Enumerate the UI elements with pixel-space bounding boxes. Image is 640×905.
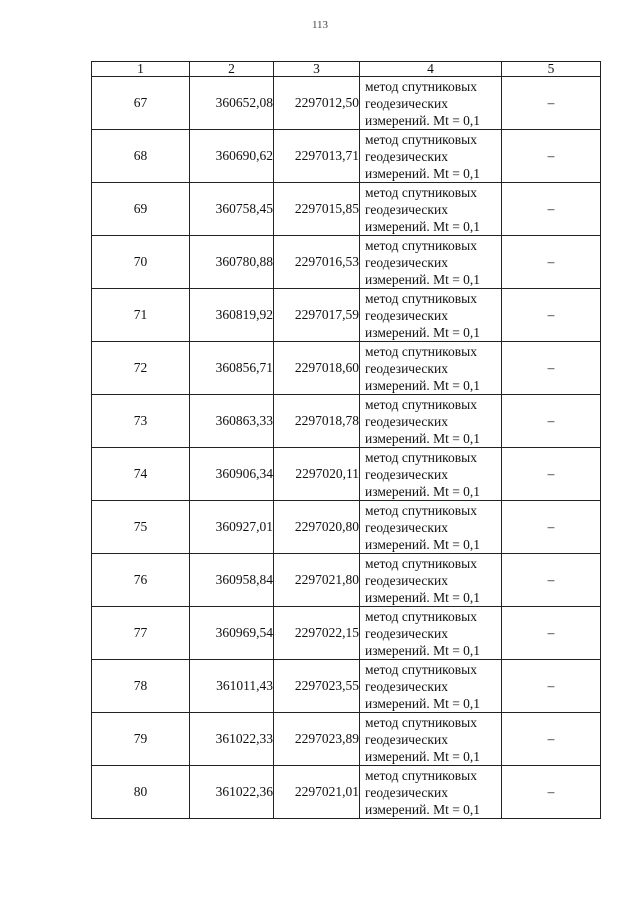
table-row [92,395,601,448]
table-row [92,183,601,236]
table-row [92,501,601,554]
point-number-cell: 76 [92,554,190,607]
column-5-cell: – [502,236,601,289]
method-text-line: измерений. Mt = 0,1 [365,589,481,605]
method-text-line: измерений. Mt = 0,1 [365,377,481,393]
point-number-cell: 77 [92,607,190,660]
coordinates-table [91,61,601,819]
x-coordinate-cell: 360758,45 [190,183,274,236]
x-coordinate-cell: 361022,33 [190,713,274,766]
column-5-cell: – [502,342,601,395]
y-coordinate-cell: 2297018,78 [274,395,360,448]
method-text-line: метод спутниковых [365,449,477,465]
table-row [92,554,601,607]
column-5-cell: – [502,660,601,713]
method-text-line: геодезических [365,254,448,270]
point-number-cell: 80 [92,766,190,819]
method-text-line: метод спутниковых [365,184,477,200]
x-coordinate-cell: 360856,71 [190,342,274,395]
method-text-line: геодезических [365,572,448,588]
method-text-line: геодезических [365,201,448,217]
table-row [92,289,601,342]
method-text-line: метод спутниковых [365,502,477,518]
method-text-line: геодезических [365,148,448,164]
y-coordinate-cell: 2297012,50 [274,77,360,130]
column-5-cell: – [502,395,601,448]
method-cell [360,342,502,395]
column-5-cell: – [502,501,601,554]
x-coordinate-cell: 361011,43 [190,660,274,713]
method-text-line: измерений. Mt = 0,1 [365,748,481,764]
method-text-line: измерений. Mt = 0,1 [365,536,481,552]
method-text-line: геодезических [365,519,448,535]
table-row [92,342,601,395]
y-coordinate-cell: 2297018,60 [274,342,360,395]
column-5-cell: – [502,77,601,130]
y-coordinate-cell: 2297020,80 [274,501,360,554]
method-text-line: измерений. Mt = 0,1 [365,801,481,817]
method-text-line: метод спутниковых [365,396,477,412]
method-text-line: измерений. Mt = 0,1 [365,271,481,287]
point-number-cell: 75 [92,501,190,554]
y-coordinate-cell: 2297023,55 [274,660,360,713]
method-text-line: измерений. Mt = 0,1 [365,165,481,181]
method-text-line: метод спутниковых [365,237,477,253]
column-5-cell: – [502,183,601,236]
x-coordinate-cell: 360958,84 [190,554,274,607]
point-number-cell: 70 [92,236,190,289]
point-number-cell: 71 [92,289,190,342]
method-text-line: измерений. Mt = 0,1 [365,483,481,499]
method-text-line: измерений. Mt = 0,1 [365,218,481,234]
x-coordinate-cell: 360652,08 [190,77,274,130]
method-cell [360,713,502,766]
method-text-line: измерений. Mt = 0,1 [365,695,481,711]
x-coordinate-cell: 360927,01 [190,501,274,554]
x-coordinate-cell: 360969,54 [190,607,274,660]
table-row [92,448,601,501]
x-coordinate-cell: 361022,36 [190,766,274,819]
table-row [92,77,601,130]
point-number-cell: 69 [92,183,190,236]
column-header-5: 5 [502,62,601,77]
column-5-cell: – [502,130,601,183]
column-5-cell: – [502,713,601,766]
method-text-line: метод спутниковых [365,608,477,624]
x-coordinate-cell: 360906,34 [190,448,274,501]
method-cell [360,236,502,289]
table-body [92,77,601,819]
method-text-line: геодезических [365,784,448,800]
y-coordinate-cell: 2297015,85 [274,183,360,236]
y-coordinate-cell: 2297021,80 [274,554,360,607]
method-cell [360,554,502,607]
point-number-cell: 74 [92,448,190,501]
method-cell [360,448,502,501]
method-text-line: метод спутниковых [365,661,477,677]
method-text-line: измерений. Mt = 0,1 [365,430,481,446]
method-text-line: геодезических [365,466,448,482]
column-header-2: 2 [190,62,274,77]
column-5-cell: – [502,448,601,501]
method-text-line: геодезических [365,625,448,641]
method-text-line: геодезических [365,413,448,429]
method-text-line: геодезических [365,678,448,694]
point-number-cell: 72 [92,342,190,395]
method-text-line: метод спутниковых [365,767,477,783]
point-number-cell: 78 [92,660,190,713]
method-cell [360,77,502,130]
point-number-cell: 73 [92,395,190,448]
point-number-cell: 79 [92,713,190,766]
column-5-cell: – [502,766,601,819]
method-cell [360,766,502,819]
column-header-4: 4 [360,62,502,77]
column-5-cell: – [502,289,601,342]
method-text-line: измерений. Mt = 0,1 [365,324,481,340]
page-number: 113 [311,19,329,31]
method-text-line: метод спутниковых [365,131,477,147]
point-number-cell: 67 [92,77,190,130]
method-cell [360,501,502,554]
method-cell [360,183,502,236]
method-text-line: метод спутниковых [365,290,477,306]
table-row [92,236,601,289]
y-coordinate-cell: 2297022,15 [274,607,360,660]
table-header-row [92,62,601,77]
y-coordinate-cell: 2297016,53 [274,236,360,289]
method-cell [360,289,502,342]
method-text-line: геодезических [365,95,448,111]
x-coordinate-cell: 360780,88 [190,236,274,289]
method-text-line: метод спутниковых [365,343,477,359]
method-text-line: геодезических [365,360,448,376]
column-header-3: 3 [274,62,360,77]
table-row [92,660,601,713]
method-text-line: измерений. Mt = 0,1 [365,112,481,128]
method-text-line: измерений. Mt = 0,1 [365,642,481,658]
x-coordinate-cell: 360690,62 [190,130,274,183]
column-5-cell: – [502,554,601,607]
method-cell [360,607,502,660]
x-coordinate-cell: 360863,33 [190,395,274,448]
y-coordinate-cell: 2297020,11 [274,448,360,501]
method-cell [360,660,502,713]
y-coordinate-cell: 2297023,89 [274,713,360,766]
method-text-line: метод спутниковых [365,555,477,571]
table-row [92,130,601,183]
y-coordinate-cell: 2297017,59 [274,289,360,342]
x-coordinate-cell: 360819,92 [190,289,274,342]
method-cell [360,130,502,183]
method-cell [360,395,502,448]
point-number-cell: 68 [92,130,190,183]
method-text-line: метод спутниковых [365,78,477,94]
table-row [92,713,601,766]
y-coordinate-cell: 2297013,71 [274,130,360,183]
method-text-line: геодезических [365,307,448,323]
method-text-line: метод спутниковых [365,714,477,730]
method-text-line: геодезических [365,731,448,747]
table-row [92,766,601,819]
y-coordinate-cell: 2297021,01 [274,766,360,819]
column-5-cell: – [502,607,601,660]
column-header-1: 1 [92,62,190,77]
table-row [92,607,601,660]
